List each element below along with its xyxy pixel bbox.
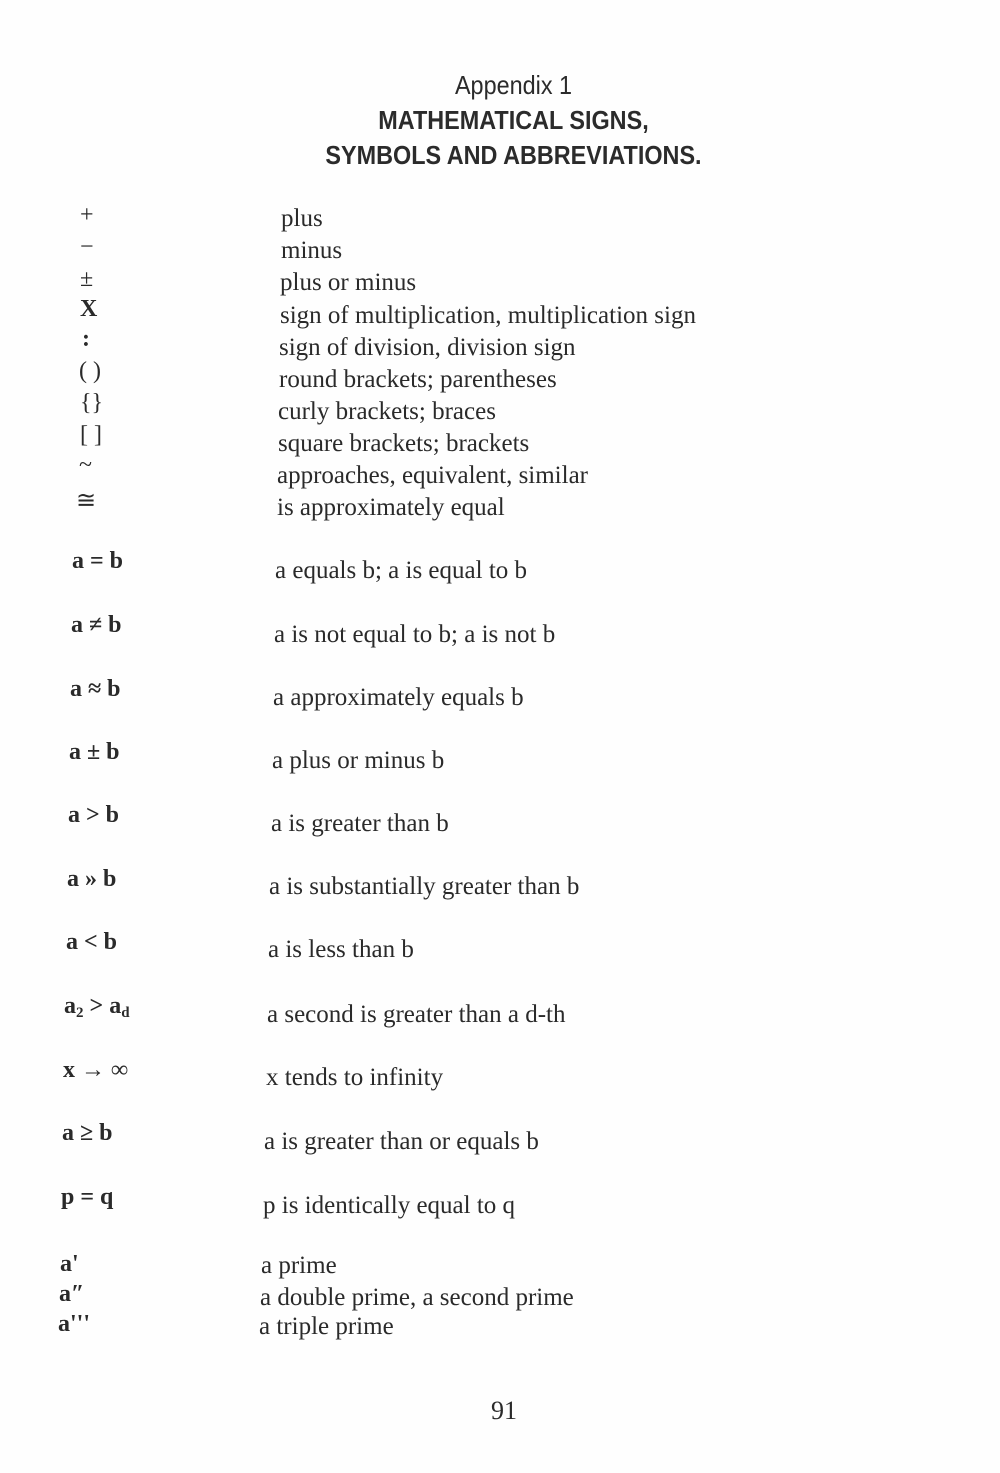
sign-meaning: plus: [281, 205, 323, 232]
relation-meaning: a is substantially greater than b: [269, 873, 580, 900]
sign-symbol: X: [80, 296, 98, 322]
sign-meaning: curly brackets; braces: [278, 398, 496, 425]
relation-meaning: a is not equal to b; a is not b: [274, 621, 556, 648]
sign-meaning: sign of division, division sign: [279, 334, 576, 361]
appendix-title-line-1: MATHEMATICAL SIGNS,: [378, 105, 649, 135]
prime-symbol: a''': [58, 1311, 91, 1337]
relation-symbol: a > b: [68, 802, 120, 828]
sign-meaning: is approximately equal: [277, 494, 505, 521]
sign-symbol: +: [80, 202, 94, 228]
sign-meaning: minus: [281, 237, 343, 264]
sign-symbol: ( ): [79, 358, 101, 384]
prime-meaning: a double prime, a second prime: [260, 1284, 574, 1311]
relation-symbol: a ≈ b: [70, 676, 121, 702]
sign-symbol: ±: [80, 266, 94, 292]
relation-meaning: x tends to infinity: [266, 1064, 444, 1091]
prime-symbol: a': [60, 1251, 79, 1277]
page-number: 91: [491, 1396, 517, 1425]
relation-symbol: x → ∞: [63, 1057, 129, 1083]
sign-meaning: square brackets; brackets: [278, 430, 530, 457]
sign-meaning: plus or minus: [280, 269, 417, 296]
appendix-number: Appendix 1: [454, 70, 573, 100]
prime-symbol: a″: [59, 1281, 85, 1307]
relation-meaning: p is identically equal to q: [263, 1192, 516, 1219]
relation-symbol-subscript: $a_2 > a_d$: [64, 993, 130, 1021]
relation-symbol: a » b: [67, 866, 117, 892]
sign-symbol: ≅: [76, 488, 97, 514]
sign-meaning: approaches, equivalent, similar: [277, 462, 588, 489]
relation-symbol: a ≠ b: [71, 612, 122, 638]
relation-symbol: a < b: [66, 929, 118, 955]
relation-meaning: a approximately equals b: [273, 684, 524, 711]
relation-symbol: a = b: [72, 548, 124, 574]
sign-meaning: round brackets; parentheses: [279, 366, 557, 393]
relation-meaning: a is greater than or equals b: [264, 1128, 539, 1155]
sign-symbol: −: [80, 234, 94, 260]
sign-meaning: sign of multiplication, multiplication sign: [280, 302, 696, 329]
sign-symbol: [ ]: [80, 422, 102, 448]
appendix-title-line-2: SYMBOLS AND ABBREVIATIONS.: [325, 140, 702, 170]
relation-meaning: a is greater than b: [271, 810, 449, 837]
relation-meaning: a second is greater than a d-th: [267, 1001, 566, 1028]
relation-meaning: a plus or minus b: [272, 747, 445, 774]
sign-symbol: ~: [79, 452, 92, 478]
relation-meaning: a equals b; a is equal to b: [275, 557, 528, 584]
prime-meaning: a triple prime: [259, 1313, 394, 1340]
relation-symbol: a ± b: [69, 739, 120, 765]
relation-meaning: a is less than b: [268, 936, 414, 963]
relation-symbol: p = q: [61, 1184, 114, 1210]
relation-symbol: a ≥ b: [62, 1120, 113, 1146]
prime-meaning: a prime: [261, 1252, 337, 1279]
sign-symbol: {}: [80, 390, 104, 416]
sign-symbol: :: [82, 326, 90, 352]
